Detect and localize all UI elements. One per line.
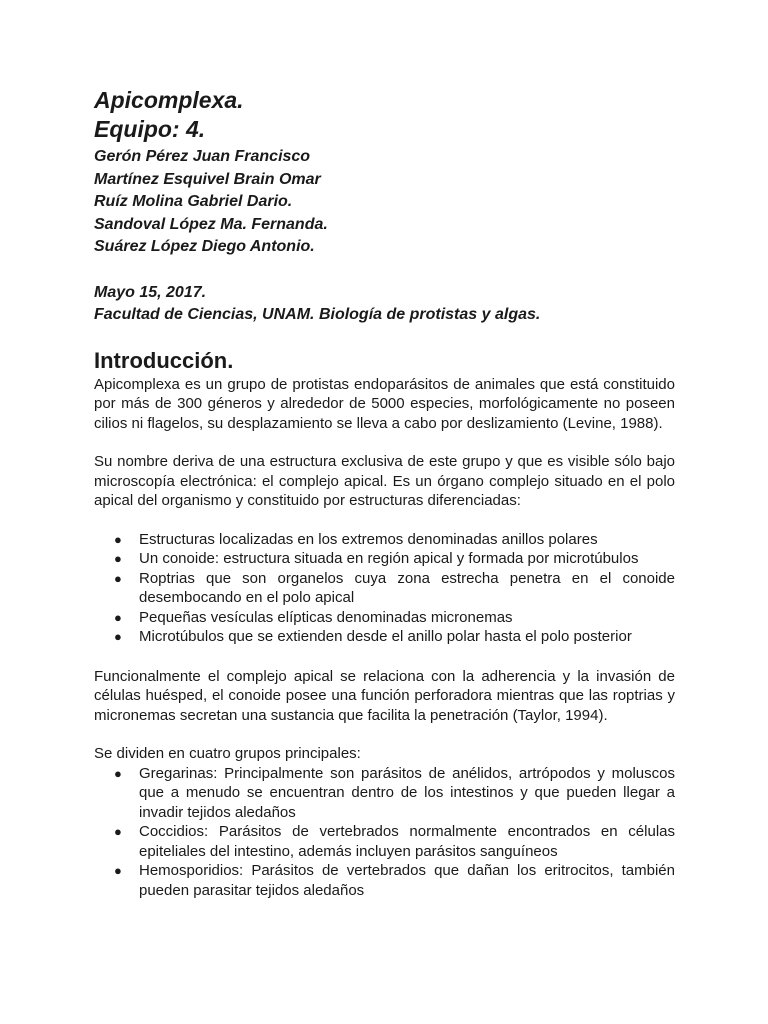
section-heading-introduccion: Introducción. [94, 347, 234, 373]
author-name: Sandoval López Ma. Fernanda. [94, 215, 328, 233]
paragraph-intro-3: Funcionalmente el complejo apical se relaciona con la adherencia y la invasión de células huésped, el conoide posee una función perforadora mientras que las roptrias y micronemas secretan una sustancia que facilita la penetración (Taylor, 1994). [94, 667, 675, 724]
bullet-icon: ● [114, 765, 122, 781]
list-item: ● Estructuras localizadas en los extremos denominadas anillos polares [114, 530, 598, 548]
author-name: Ruíz Molina Gabriel Dario. [94, 193, 293, 210]
bullet-icon: ● [114, 629, 122, 644]
author-name: Suárez López Diego Antonio. [94, 238, 315, 255]
paragraph-intro-2: Su nombre deriva de una estructura exclusiva de este grupo y que es visible sólo bajo microscopía electrónica: el complejo apical. Es un órgano complejo situado en el polo apical del organismo y constituido por estructuras diferenciadas: [94, 453, 675, 509]
bullet-icon: ● [114, 570, 122, 586]
bullet-icon: ● [114, 531, 122, 547]
team-label: Equipo: 4. [94, 116, 206, 142]
list-item: ● Pequeñas vesículas elípticas denominadas micronemas [114, 608, 513, 626]
bullet-icon: ● [114, 824, 122, 839]
list-item: ● Hemosporidios: Parásitos de vertebrados que dañan los eritrocitos, también pueden parasitar tejidos aledaños [114, 862, 675, 899]
paragraph-intro-4: Se dividen en cuatro grupos principales: [94, 745, 361, 762]
author-name: Gerón Pérez Juan Francisco [94, 148, 311, 165]
bullet-icon: ● [114, 551, 122, 566]
institution-line: Facultad de Ciencias, UNAM. Biología de protistas y algas. [94, 306, 541, 323]
groups-list [94, 764, 675, 901]
list-item: ● Coccidios: Parásitos de vertebrados normalmente encontrados en células epiteliales del intestino, además incluyen parásitos sanguíneos [114, 823, 675, 860]
paragraph-intro-1: Apicomplexa es un grupo de protistas endoparásitos de animales que está constituido por más de 300 géneros y alrededor de 5000 especies, morfológicamente no poseen cilios ni flagelos, su desplazamiento se lleva a cabo por deslizamiento (Levine, 1988). [94, 375, 675, 432]
list-item: ● Un conoide: estructura situada en región apical y formada por microtúbulos [114, 550, 639, 567]
document-title: Apicomplexa. [94, 87, 244, 113]
structures-list [94, 530, 675, 647]
author-list [94, 146, 675, 259]
list-item: ● Roptrias que son organelos cuya zona estrecha penetra en el conoide desembocando en el polo apical [114, 569, 675, 606]
document-date: Mayo 15, 2017. [94, 283, 207, 301]
document-page [94, 86, 675, 900]
author-name: Martínez Esquivel Brain Omar [94, 170, 321, 188]
list-item: ● Gregarinas: Principalmente son parásitos de anélidos, artrópodos y moluscos que a menudo se encuentran dentro de los intestinos y que pueden llegar a invadir tejidos aledaños [114, 764, 675, 821]
list-item: ● Microtúbulos que se extienden desde el anillo polar hasta el polo posterior [114, 628, 632, 645]
bullet-icon: ● [114, 863, 122, 878]
bullet-icon: ● [114, 609, 122, 625]
